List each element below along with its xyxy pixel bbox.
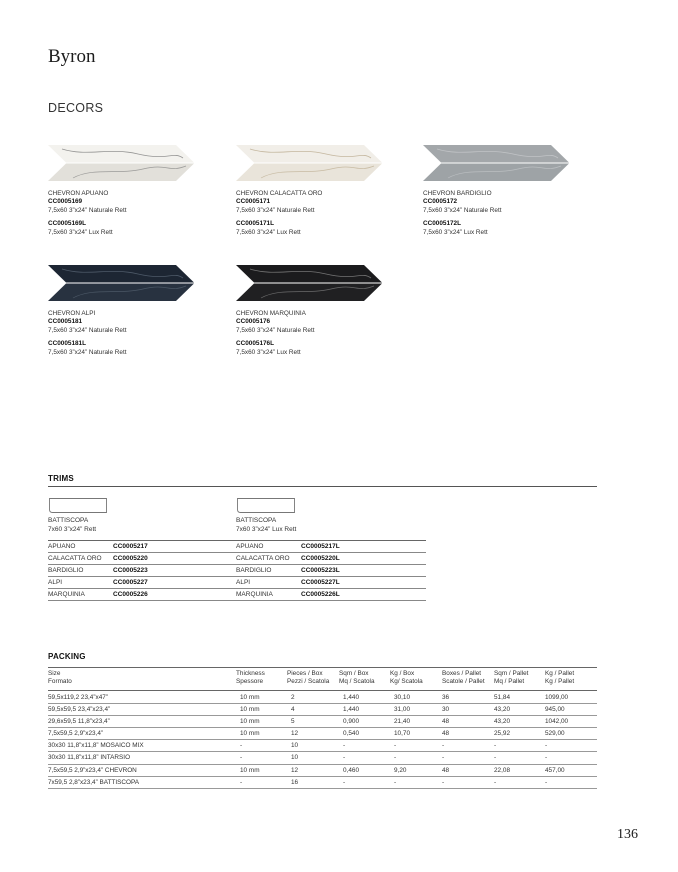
- packing-header-cell: [339, 668, 390, 691]
- packing-title: PACKING: [48, 652, 86, 661]
- packing-cell: 36: [442, 691, 494, 703]
- chevron-upper-piece: [423, 145, 569, 163]
- trim-code: CC0005217L: [301, 541, 426, 553]
- chevron-tile-swatch: [236, 265, 382, 301]
- decor-size-lux: 7,5x60 3”x24” Lux Rett: [236, 348, 301, 356]
- trim-color-name: MARQUINIA: [236, 589, 301, 601]
- trims-rule: [48, 486, 597, 487]
- trim-label: BATTISCOPA: [236, 517, 277, 524]
- trim-size: 7x60 3”x24” Rett: [48, 525, 97, 533]
- packing-cell: 10 mm: [236, 691, 287, 703]
- packing-cell: -: [494, 740, 545, 752]
- trim-color-name: BARDIGLIO: [48, 565, 113, 577]
- decor-size: 7,5x60 3”x24” Naturale Rett: [423, 206, 502, 214]
- packing-cell: 16: [287, 776, 339, 788]
- chevron-upper-piece: [48, 145, 194, 163]
- header-it: Mq / Pallet: [494, 678, 525, 686]
- chevron-tile-swatch: [48, 145, 194, 181]
- chevron-lower-piece: [48, 164, 194, 182]
- decor-size-lux: 7,5x60 3”x24” Lux Rett: [236, 228, 301, 236]
- decor-code: CC0005171: [236, 198, 271, 206]
- packing-cell: 1042,00: [545, 715, 597, 727]
- packing-cell: 29,6x59,5 11,8”x23,4”: [48, 715, 236, 727]
- packing-cell: 5: [287, 715, 339, 727]
- table-row: [48, 776, 597, 788]
- header-en: Sqm / Pallet: [494, 670, 529, 677]
- table-row: [48, 589, 238, 601]
- packing-cell: 10 mm: [236, 764, 287, 776]
- table-row: [236, 541, 426, 553]
- packing-cell: 59,5x119,2 23,4”x47”: [48, 691, 236, 703]
- trim-code: CC0005220: [113, 553, 238, 565]
- decor-item: [48, 265, 198, 357]
- trim-color-name: ALPI: [48, 577, 113, 589]
- decor-size-lux: 7,5x60 3”x24” Lux Rett: [48, 228, 113, 236]
- decor-code: CC0005172: [423, 198, 458, 206]
- packing-cell: -: [442, 740, 494, 752]
- table-row: [48, 740, 597, 752]
- chevron-upper-piece: [48, 265, 194, 283]
- packing-cell: 0,460: [339, 764, 390, 776]
- decor-size-lux: 7,5x60 3”x24” Naturale Rett: [48, 348, 127, 356]
- decor-item: [423, 145, 573, 237]
- trim-code: CC0005220L: [301, 553, 426, 565]
- decor-size-lux: 7,5x60 3”x24” Lux Rett: [423, 228, 488, 236]
- trim-code: CC0005226L: [301, 589, 426, 601]
- brand-title: Byron: [48, 46, 96, 67]
- packing-cell: -: [545, 776, 597, 788]
- decor-size: 7,5x60 3”x24” Naturale Rett: [48, 326, 127, 334]
- trim-color-name: BARDIGLIO: [236, 565, 301, 577]
- chevron-upper-piece: [236, 265, 382, 283]
- packing-cell: 59,5x59,5 23,4”x23,4”: [48, 703, 236, 715]
- packing-cell: 43,20: [494, 715, 545, 727]
- packing-cell: 21,40: [390, 715, 442, 727]
- packing-cell: -: [442, 776, 494, 788]
- packing-cell: 12: [287, 727, 339, 739]
- packing-cell: -: [494, 776, 545, 788]
- packing-cell: 7,5x59,5 2,9”x23,4”: [48, 727, 236, 739]
- packing-cell: 25,92: [494, 727, 545, 739]
- trim-block: [48, 497, 238, 534]
- decor-code: CC0005176: [236, 318, 271, 326]
- packing-cell: 1,440: [339, 691, 390, 703]
- table-row: [48, 727, 597, 739]
- trim-size: 7x60 3”x24” Lux Rett: [236, 525, 297, 533]
- decor-item: [236, 145, 386, 237]
- packing-cell: -: [339, 740, 390, 752]
- packing-header-row: [48, 668, 597, 691]
- skirting-profile-icon: [48, 497, 108, 514]
- decors-title: DECORS: [48, 101, 104, 115]
- packing-cell: -: [494, 752, 545, 764]
- decor-code-lux: CC0005171L: [236, 220, 275, 228]
- table-row: [48, 703, 597, 715]
- trim-color-name: ALPI: [236, 577, 301, 589]
- chevron-tile-swatch: [48, 265, 194, 301]
- packing-cell: -: [236, 740, 287, 752]
- trim-code-table: [236, 540, 426, 601]
- packing-cell: -: [339, 776, 390, 788]
- decor-name: CHEVRON APUANO: [48, 190, 109, 197]
- skirting-profile-icon: [236, 497, 296, 514]
- packing-cell: 1099,00: [545, 691, 597, 703]
- packing-cell: 10 mm: [236, 715, 287, 727]
- header-en: Thickness: [236, 670, 265, 677]
- chevron-lower-piece: [423, 164, 569, 182]
- table-row: [48, 691, 597, 703]
- trim-code: CC0005227L: [301, 577, 426, 589]
- trim-code: CC0005226: [113, 589, 238, 601]
- packing-cell: -: [390, 740, 442, 752]
- packing-header-cell: [545, 668, 597, 691]
- decor-name: CHEVRON CALACATTA ORO: [236, 190, 323, 197]
- packing-cell: -: [236, 752, 287, 764]
- trim-code: CC0005223L: [301, 565, 426, 577]
- decor-size: 7,5x60 3”x24” Naturale Rett: [48, 206, 127, 214]
- packing-cell: 7x59,5 2,8”x23,4” BATTISCOPA: [48, 776, 236, 788]
- trim-code: CC0005217: [113, 541, 238, 553]
- packing-cell: 48: [442, 727, 494, 739]
- table-row: [48, 565, 238, 577]
- trim-color-name: APUANO: [48, 541, 113, 553]
- decor-code-lux: CC0005176L: [236, 340, 275, 348]
- header-it: Scatole / Pallet: [442, 678, 485, 686]
- packing-header-cell: [390, 668, 442, 691]
- table-row: [236, 565, 426, 577]
- decor-item: [236, 265, 386, 357]
- packing-cell: -: [390, 776, 442, 788]
- packing-cell: 30x30 11,8”x11,8” MOSAICO MIX: [48, 740, 236, 752]
- packing-cell: 10: [287, 752, 339, 764]
- packing-cell: 48: [442, 764, 494, 776]
- chevron-lower-piece: [236, 164, 382, 182]
- packing-cell: 9,20: [390, 764, 442, 776]
- decor-code: CC0005181: [48, 318, 83, 326]
- chevron-tile-swatch: [423, 145, 569, 181]
- packing-cell: -: [236, 776, 287, 788]
- packing-header-cell: [236, 668, 287, 691]
- packing-cell: 1,440: [339, 703, 390, 715]
- packing-header-cell: [442, 668, 494, 691]
- packing-cell: 10 mm: [236, 727, 287, 739]
- packing-cell: 529,00: [545, 727, 597, 739]
- chevron-upper-piece: [236, 145, 382, 163]
- header-en: Kg / Box: [390, 670, 415, 677]
- packing-cell: 0,900: [339, 715, 390, 727]
- packing-header-cell: [287, 668, 339, 691]
- header-en: Size: [48, 670, 61, 677]
- trim-code: CC0005227: [113, 577, 238, 589]
- header-en: Sqm / Box: [339, 670, 369, 677]
- trim-code: CC0005223: [113, 565, 238, 577]
- table-row: [48, 553, 238, 565]
- packing-cell: 945,00: [545, 703, 597, 715]
- packing-cell: 2: [287, 691, 339, 703]
- header-it: Kg/ Scatola: [390, 678, 423, 686]
- decor-size: 7,5x60 3”x24” Naturale Rett: [236, 206, 315, 214]
- chevron-tile-swatch: [236, 145, 382, 181]
- packing-table: [48, 667, 597, 789]
- decor-code: CC0005169: [48, 198, 83, 206]
- packing-cell: 48: [442, 715, 494, 727]
- decor-code-lux: CC0005181L: [48, 340, 87, 348]
- table-row: [48, 577, 238, 589]
- table-row: [48, 752, 597, 764]
- packing-cell: 12: [287, 764, 339, 776]
- packing-cell: 457,00: [545, 764, 597, 776]
- packing-cell: -: [545, 740, 597, 752]
- header-it: Spessore: [236, 678, 263, 686]
- packing-cell: -: [442, 752, 494, 764]
- chevron-lower-piece: [48, 284, 194, 302]
- decor-code-lux: CC0005172L: [423, 220, 462, 228]
- packing-cell: 4: [287, 703, 339, 715]
- packing-cell: -: [390, 752, 442, 764]
- packing-cell: 10: [287, 740, 339, 752]
- trim-color-name: CALACATTA ORO: [48, 553, 113, 565]
- packing-cell: 0,540: [339, 727, 390, 739]
- trim-color-name: CALACATTA ORO: [236, 553, 301, 565]
- packing-cell: -: [545, 752, 597, 764]
- trim-block: [236, 497, 426, 534]
- trim-color-name: MARQUINIA: [48, 589, 113, 601]
- page-number: 136: [617, 827, 638, 842]
- table-row: [236, 589, 426, 601]
- decor-name: CHEVRON ALPI: [48, 310, 96, 317]
- trim-color-name: APUANO: [236, 541, 301, 553]
- trims-title: TRIMS: [48, 474, 74, 483]
- packing-cell: 30: [442, 703, 494, 715]
- decor-name: CHEVRON BARDIGLIO: [423, 190, 492, 197]
- header-it: Kg / Pallet: [545, 678, 575, 686]
- packing-cell: 43,20: [494, 703, 545, 715]
- decor-size: 7,5x60 3”x24” Naturale Rett: [236, 326, 315, 334]
- packing-cell: 51,84: [494, 691, 545, 703]
- packing-cell: 10 mm: [236, 703, 287, 715]
- table-row: [236, 553, 426, 565]
- header-it: Pezzi / Scatola: [287, 678, 330, 686]
- decor-name: CHEVRON MARQUINIA: [236, 310, 306, 317]
- trim-code-table: [48, 540, 238, 601]
- header-en: Pieces / Box: [287, 670, 323, 677]
- packing-cell: 10,70: [390, 727, 442, 739]
- header-en: Kg / Pallet: [545, 670, 575, 677]
- table-row: [236, 577, 426, 589]
- packing-header-cell: [494, 668, 545, 691]
- packing-cell: 30x30 11,8”x11,8” INTARSIO: [48, 752, 236, 764]
- header-it: Formato: [48, 678, 72, 686]
- chevron-lower-piece: [236, 284, 382, 302]
- packing-cell: 30,10: [390, 691, 442, 703]
- decor-item: [48, 145, 198, 237]
- packing-cell: 22,08: [494, 764, 545, 776]
- packing-cell: -: [339, 752, 390, 764]
- table-row: [48, 541, 238, 553]
- decor-code-lux: CC0005169L: [48, 220, 87, 228]
- table-row: [48, 715, 597, 727]
- header-it: Mq / Scatola: [339, 678, 375, 686]
- packing-cell: 7,5x59,5 2,9”x23,4” CHEVRON: [48, 764, 236, 776]
- header-en: Boxes / Pallet: [442, 670, 482, 677]
- trim-label: BATTISCOPA: [48, 517, 89, 524]
- packing-header-cell: [48, 668, 236, 691]
- table-row: [48, 764, 597, 776]
- packing-cell: 31,00: [390, 703, 442, 715]
